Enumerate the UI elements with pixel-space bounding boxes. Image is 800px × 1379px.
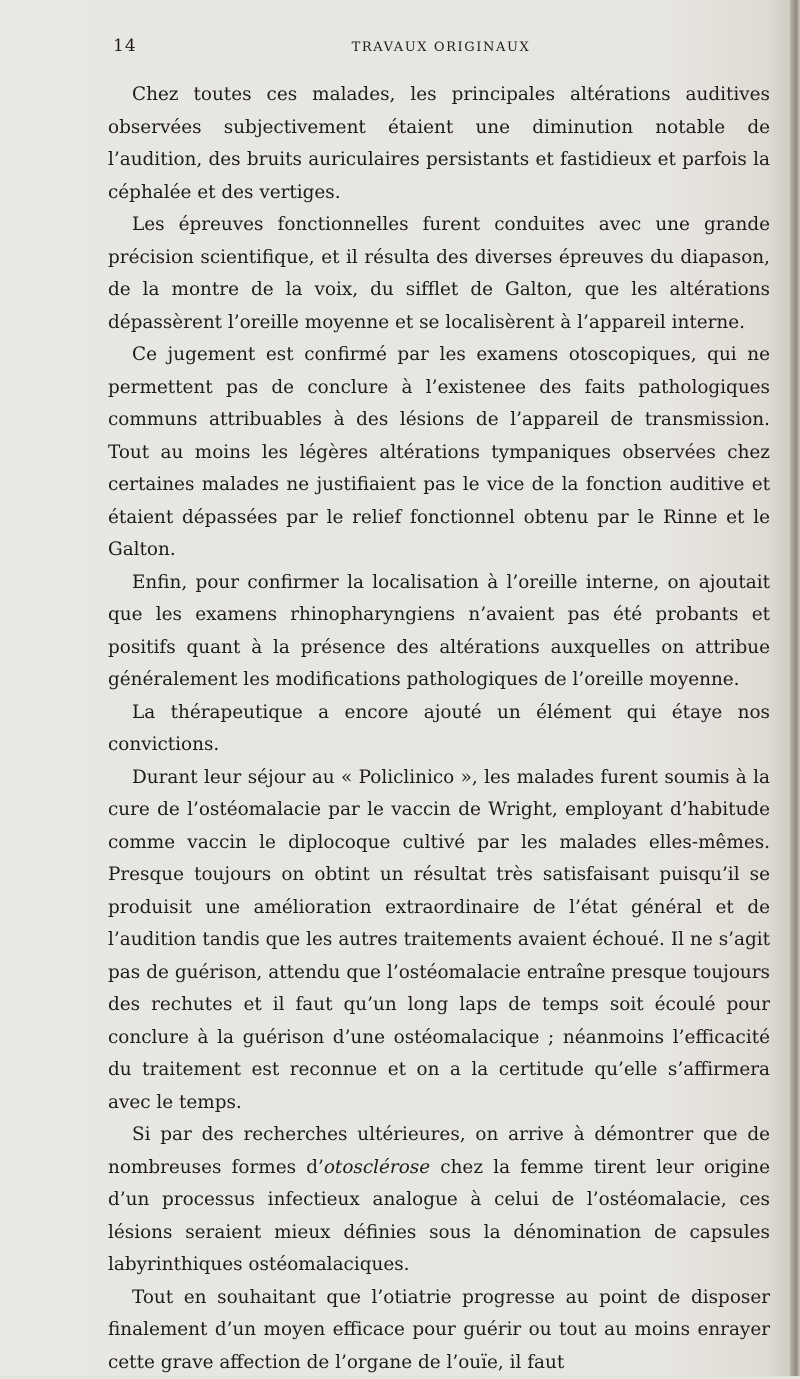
article-body — [108, 79, 770, 1379]
paragraph-4: Enfin, pour confirmer la localisation à l’oreille interne, on ajoutait que les examens rhinopharyngiens n’avaient pas été probants et positifs quant à la présence des altérations auxquelles on attribue généralement les modifications pathologiques de l’oreille moyenne. — [108, 567, 770, 697]
italic-term-otosclerose: otosclérose — [324, 1157, 430, 1178]
paragraph-7-text-end: chez la femme tirent leur origine d’un processus infectieux analogue à celui de l’ostéomalacie, ces lésions seraient mieux définies sous la dénomination de capsules labyrinthiques ostéomalaciques. — [108, 1157, 770, 1276]
paragraph-8: Tout en souhaitant que l’otiatrie progresse au point de disposer finalement d’un moyen efficace pour guérir ou tout au moins enrayer cette grave affection de l’organe de l’ouïe, il faut — [108, 1282, 770, 1379]
paragraph-3: Ce jugement est confirmé par les examens otoscopiques, qui ne permettent pas de conclure à l’existenee des faits pathologiques communs attribuables à des lésions de l’appareil de transmission. Tout au moins les légères altérations tympaniques observées chez certaines malades ne justifiaient pas le vice de la fonction auditive et étaient dépassées par le relief fonctionnel obtenu par le Rinne et le Galton. — [108, 339, 770, 567]
page-header — [113, 36, 769, 60]
running-title: TRAVAUX ORIGINAUX — [113, 40, 769, 55]
page-edge-shadow — [790, 0, 800, 1376]
paragraph-5: La thérapeutique a encore ajouté un élément qui étaye nos convictions. — [108, 697, 770, 762]
paragraph-7 — [108, 1119, 770, 1282]
paragraph-1: Chez toutes ces malades, les principales altérations auditives observées subjectivement étaient une diminution notable de l’audition, des bruits auriculaires persistants et fastidieux et parfois la céphalée et des vertiges. — [108, 79, 770, 209]
paragraph-6: Durant leur séjour au « Policlinico », les malades furent soumis à la cure de l’ostéomalacie par le vaccin de Wright, employant d’habitude comme vaccin le diplocoque cultivé par les malades elles-mêmes. Presque toujours on obtint un résultat très satisfaisant puisqu’il se produisit une amélioration extraordinaire de l’état général et de l’audition tandis que les autres traitements avaient échoué. Il ne s’agit pas de guérison, attendu que l’ostéomalacie entraîne presque toujours des rechutes et il faut qu’un long laps de temps soit écoulé pour conclure à la guérison d’une ostéomalacique ; néanmoins l’efficacité du traitement est reconnue et on a la certitude qu’elle s’affirmera avec le temps. — [108, 762, 770, 1120]
paragraph-7-text-start: Si par des recherches ultérieures, on arrive à démontrer que de nombreuses formes d’ — [108, 1124, 770, 1178]
page-number: 14 — [113, 36, 137, 56]
paragraph-2: Les épreuves fonctionnelles furent conduites avec une grande précision scientifique, et il résulta des diverses épreuves du diapason, de la montre de la voix, du sifflet de Galton, que les altérations dépassèrent l’oreille moyenne et se localisèrent à l’appareil interne. — [108, 209, 770, 339]
